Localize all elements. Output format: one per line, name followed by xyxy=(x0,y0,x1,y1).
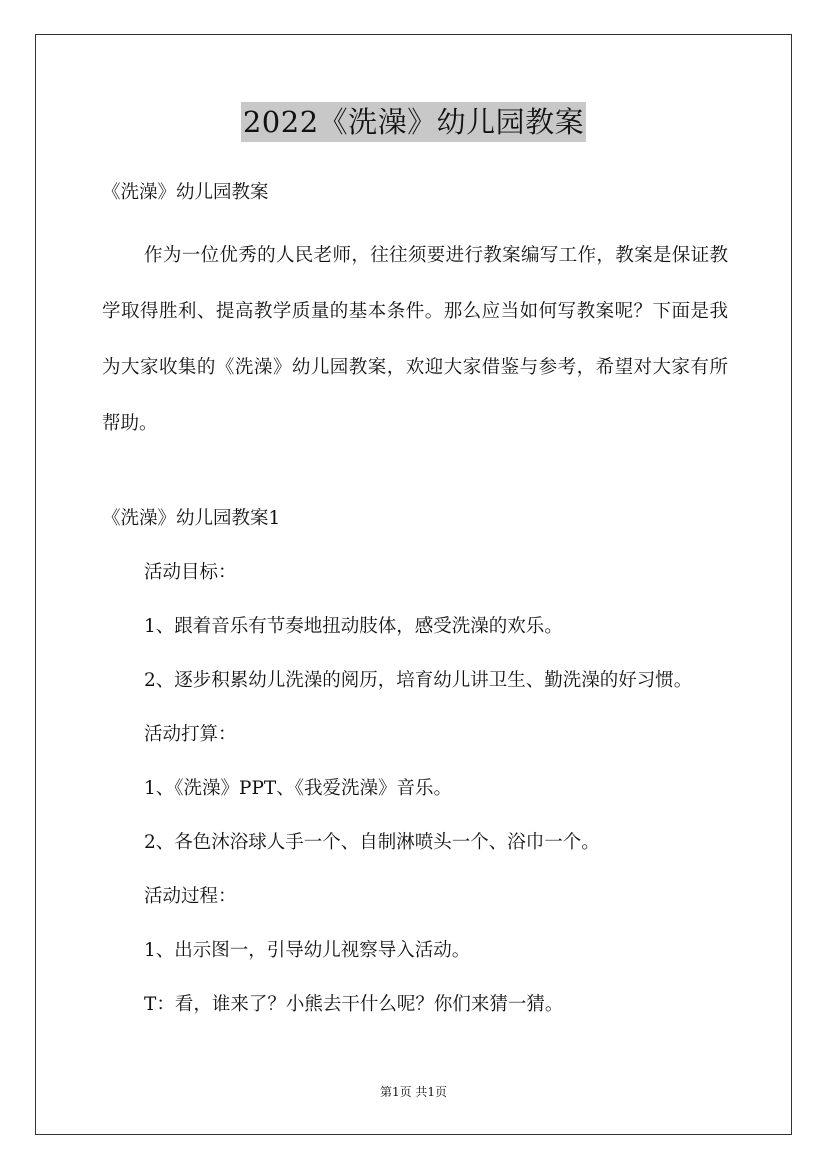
body-line: 1、跟着音乐有节奏地扭动肢体，感受洗澡的欢乐。 xyxy=(144,616,563,637)
intro-paragraph: 作为一位优秀的人民老师，往往须要进行教案编写工作，教案是保证教学取得胜利、提高教学质量的基本条件。那么应当如何写教案呢？下面是我为大家收集的《洗澡》幼儿园教案，欢迎大家借鉴与参考，希望对大家有所帮助。 xyxy=(102,245,728,434)
body-line: 2、逐步积累幼儿洗澡的阅历，培育幼儿讲卫生、勤洗澡的好习惯。 xyxy=(144,670,693,691)
body-line: 活动打算： xyxy=(144,724,237,745)
document-title: 2022《洗澡》幼儿园教案 xyxy=(241,102,586,142)
section-heading: 《洗澡》幼儿园教案1 xyxy=(102,508,281,529)
body-line: T：看，谁来了？小熊去干什么呢？你们来猜一猜。 xyxy=(144,994,564,1015)
title-wrapper xyxy=(0,102,827,142)
body-line: 1、《洗澡》PPT、《我爱洗澡》音乐。 xyxy=(144,778,453,799)
document-subtitle: 《洗澡》幼儿园教案 xyxy=(102,182,269,203)
body-line: 活动过程： xyxy=(144,886,237,907)
page-footer: 第1页 共1页 xyxy=(379,1085,448,1099)
body-line: 2、各色沐浴球人手一个、自制淋喷头一个、浴巾一个。 xyxy=(144,832,600,853)
body-line: 1、出示图一，引导幼儿视察导入活动。 xyxy=(144,940,471,961)
body-line: 活动目标： xyxy=(144,562,237,583)
